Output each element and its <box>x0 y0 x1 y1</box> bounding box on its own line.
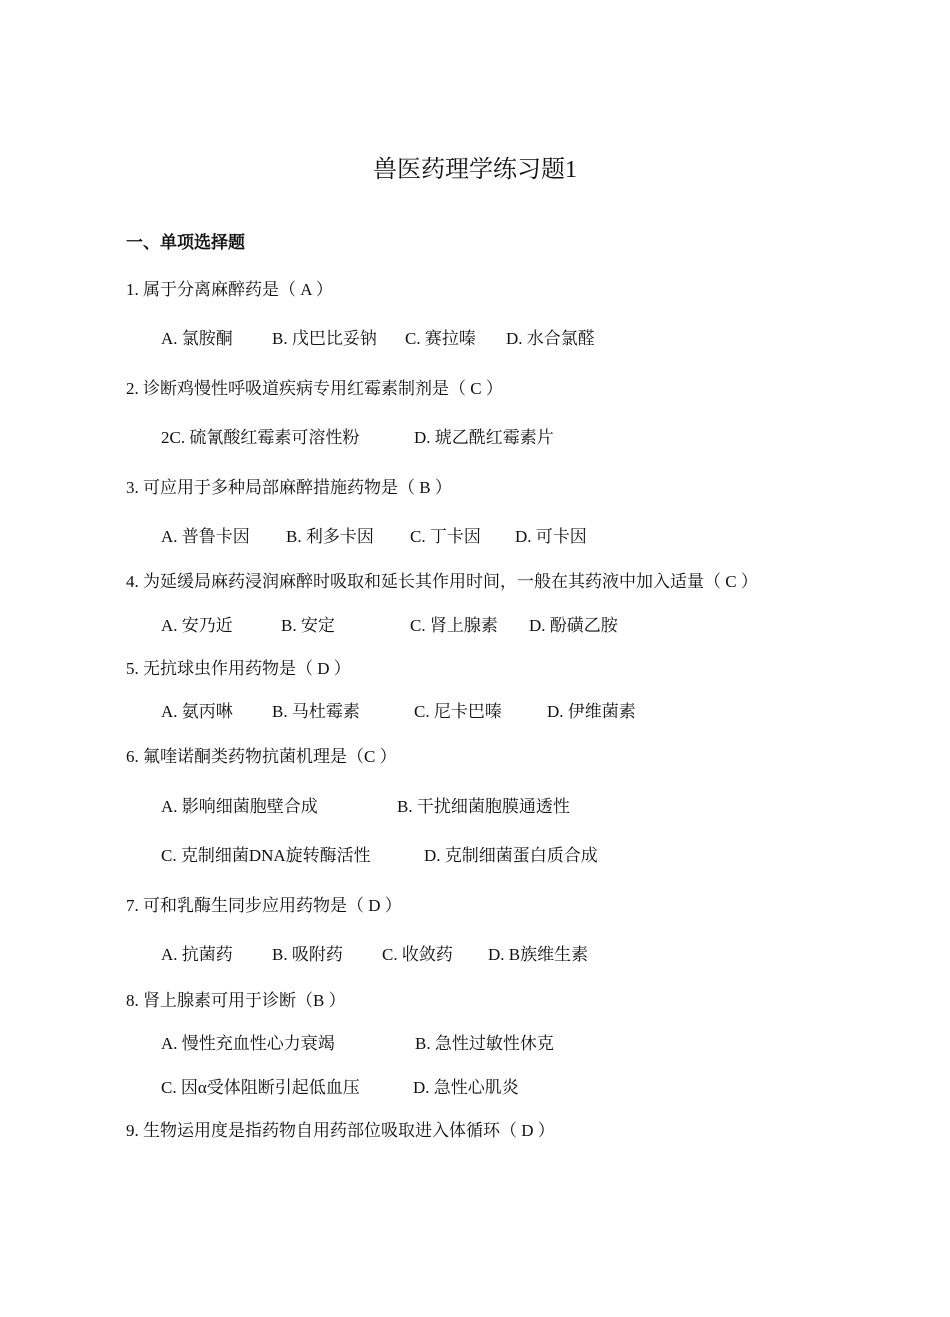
option-d: D. 水合氯醛 <box>506 329 595 348</box>
option-a: A. 安乃近 <box>161 616 233 635</box>
option-a: A. 普鲁卡因 <box>161 527 250 546</box>
option-d: D. 伊维菌素 <box>547 702 636 721</box>
option-b: B. 利多卡因 <box>286 527 374 546</box>
option-d: D. 可卡因 <box>515 527 587 546</box>
option-c: C. 赛拉嗪 <box>405 329 476 348</box>
option-c: C. 克制细菌DNA旋转酶活性 <box>161 846 371 865</box>
option-c: C. 尼卡巴嗪 <box>414 702 502 721</box>
option-c: C. 肾上腺素 <box>410 616 498 635</box>
option-b: B. 干扰细菌胞膜通透性 <box>397 797 570 816</box>
page-title: 兽医药理学练习题1 <box>373 157 577 183</box>
option-b: B. 吸附药 <box>272 945 343 964</box>
option-b: B. 安定 <box>281 616 335 635</box>
option-b: B. 戊巴比妥钠 <box>272 329 377 348</box>
question-9: 9. 生物运用度是指药物自用药部位吸取进入体循环（ D ） <box>126 1121 555 1140</box>
question-7: 7. 可和乳酶生同步应用药物是（ D ） <box>126 896 402 915</box>
option-c: C. 丁卡因 <box>410 527 481 546</box>
option-c: 2C. 硫氰酸红霉素可溶性粉 <box>161 428 360 447</box>
option-d: D. 急性心肌炎 <box>413 1078 519 1097</box>
question-1: 1. 属于分离麻醉药是（ A ） <box>126 280 333 299</box>
question-4: 4. 为延缓局麻药浸润麻醉时吸取和延长其作用时间，一般在其药液中加入适量（ C ） <box>126 572 758 591</box>
question-3: 3. 可应用于多种局部麻醉措施药物是（ B ） <box>126 478 452 497</box>
option-c: C. 因α受体阻断引起低血压 <box>161 1078 360 1097</box>
option-d: D. 克制细菌蛋白质合成 <box>424 846 598 865</box>
option-d: D. B族维生素 <box>488 945 589 964</box>
option-a: A. 氨丙啉 <box>161 702 233 721</box>
option-b: B. 急性过敏性休克 <box>415 1034 554 1053</box>
option-c: C. 收敛药 <box>382 945 453 964</box>
option-d: D. 琥乙酰红霉素片 <box>414 428 554 447</box>
question-8: 8. 肾上腺素可用于诊断（B ） <box>126 991 346 1010</box>
option-a: A. 慢性充血性心力衰竭 <box>161 1034 335 1053</box>
option-a: A. 抗菌药 <box>161 945 233 964</box>
option-d: D. 酚磺乙胺 <box>529 616 618 635</box>
option-a: A. 影响细菌胞壁合成 <box>161 797 318 816</box>
option-b: B. 马杜霉素 <box>272 702 360 721</box>
question-5: 5. 无抗球虫作用药物是（ D ） <box>126 659 351 678</box>
section-heading: 一、单项选择题 <box>126 233 245 252</box>
question-6: 6. 氟喹诺酮类药物抗菌机理是（C ） <box>126 747 397 766</box>
question-2: 2. 诊断鸡慢性呼吸道疾病专用红霉素制剂是（ C ） <box>126 379 503 398</box>
option-a: A. 氯胺酮 <box>161 329 233 348</box>
